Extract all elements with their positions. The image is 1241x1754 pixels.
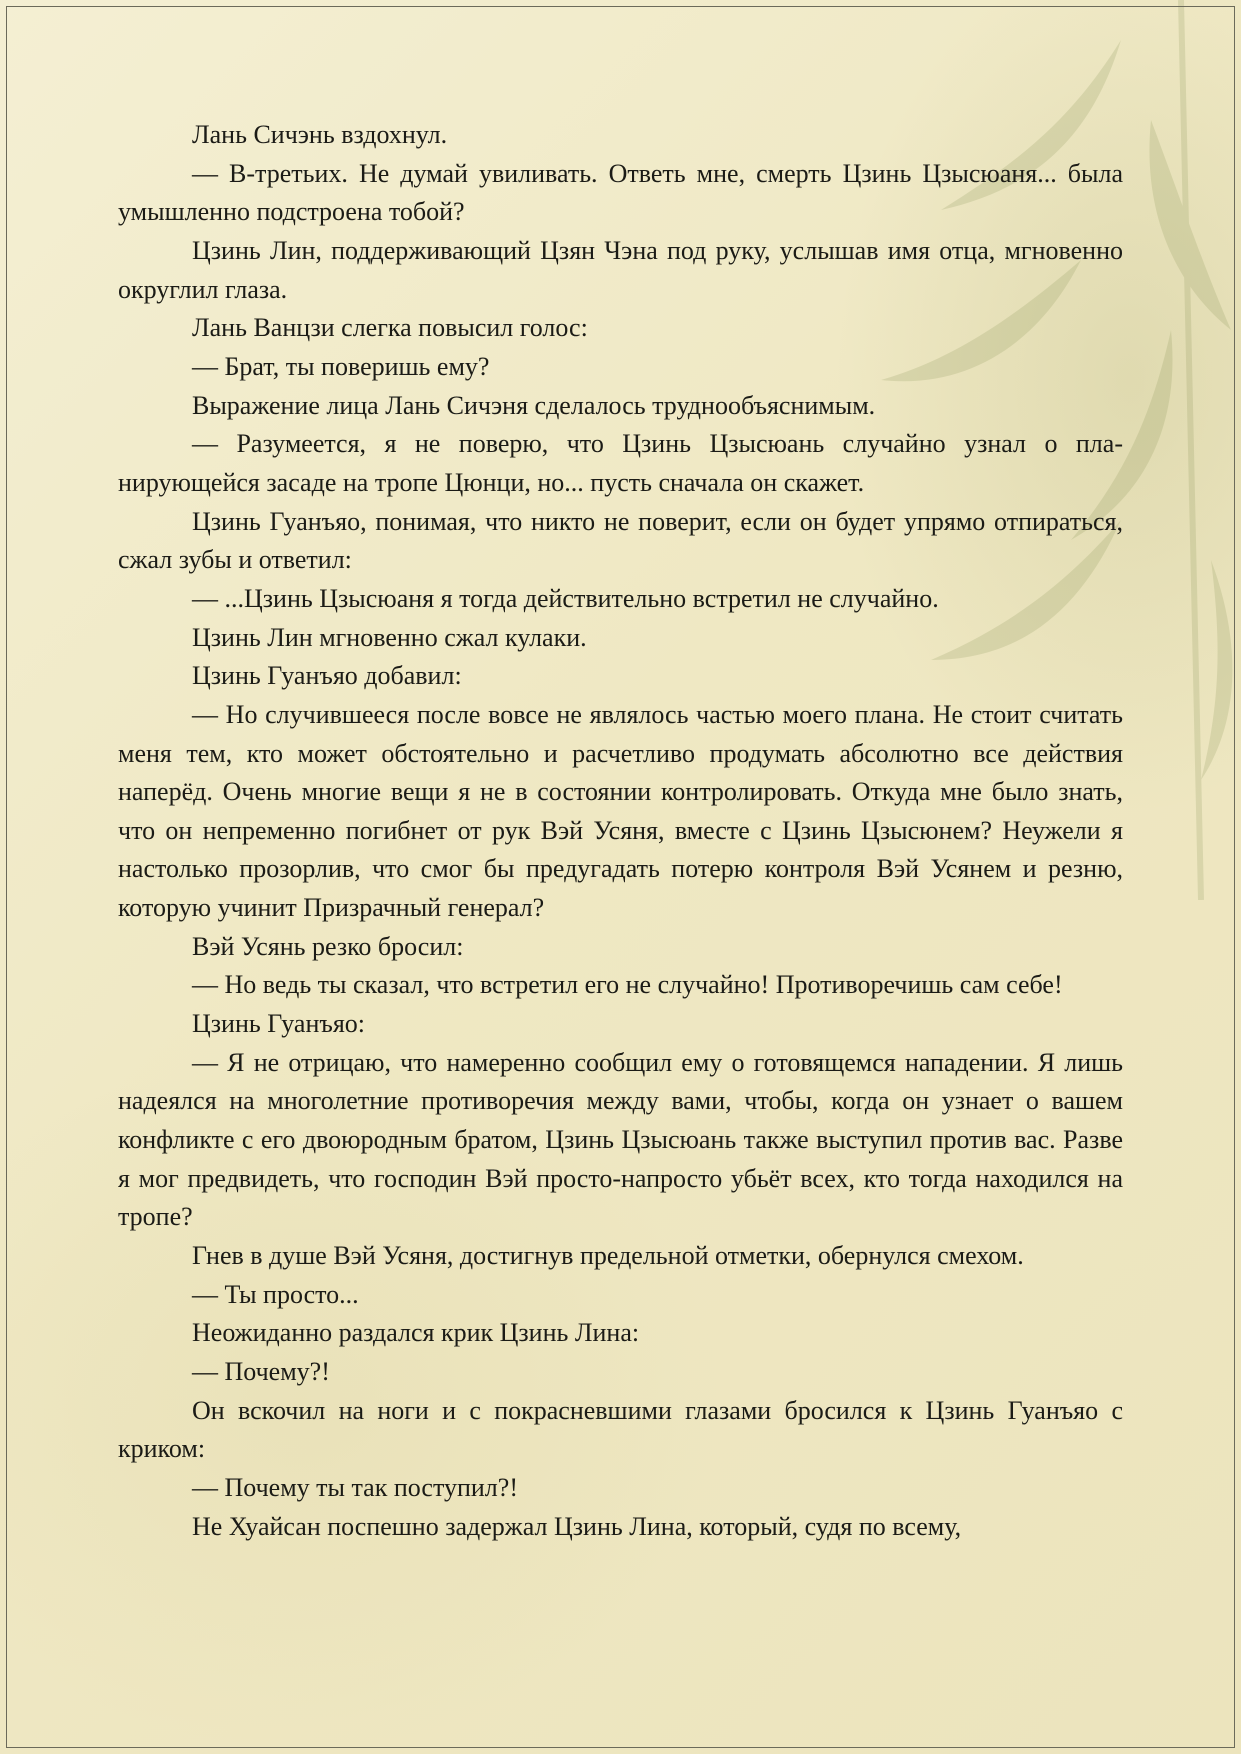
paragraph: Цзинь Гуанъяо, понимая, что никто не поверит, если он будет упрямо отпираться, сжал зубы и ответил: bbox=[118, 506, 1123, 575]
paragraph: Цзинь Лин, поддерживающий Цзян Чэна под руку, услышав имя отца, мгновенно округлил глаза. bbox=[118, 235, 1123, 304]
paragraph: — ...Цзинь Цзысюаня я тогда действительно встретил не случайно. bbox=[192, 583, 939, 613]
paragraph: Лань Сичэнь вздохнул. bbox=[192, 120, 448, 149]
paragraph: Гнев в душе Вэй Усяня, достигнув предельной отметки, обернулся смехом. bbox=[192, 1241, 1024, 1271]
paragraph: — Я не отрицаю, что намеренно сообщил ему о готовящемся нападении. Я лишь надеялся на многолетние противоречия между вами, чтобы, когда он узнает о вашем конфликте с его двоюродным братом, Цзинь Цзысюань также выступил против вас. Разве я мог предвидеть, что господин Вэй просто-напросто убьёт всех, кто тогда находился на тропе? bbox=[118, 1047, 1123, 1232]
paragraph: — Но ведь ты сказал, что встретил его не случайно! Противоречишь сам себе! bbox=[192, 970, 1063, 1000]
paragraph: Цзинь Лин мгновенно сжал кулаки. bbox=[192, 622, 587, 652]
paragraph: Лань Ванцзи слегка повысил голос: bbox=[192, 313, 588, 343]
paragraph: Он вскочил на ноги и с покрасневшими глазами бросился к Цзинь Гуанъяо с криком: bbox=[118, 1395, 1123, 1464]
paragraph: — Брат, ты поверишь ему? bbox=[192, 351, 490, 381]
paragraph: Неожиданно раздался крик Цзинь Лина: bbox=[192, 1318, 640, 1348]
paragraph: Цзинь Гуанъяо добавил: bbox=[192, 661, 462, 691]
paragraph: — Разумеется, я не поверю, что Цзинь Цзысюань случайно узнал о планирующейся засаде на тропе Цюнци, но... пусть сначала он скажет. bbox=[118, 429, 1123, 497]
paragraph: — В-третьих. Не думай увиливать. Ответь мне, смерть Цзинь Цзысюаня... была умышленно подстроена тобой? bbox=[118, 158, 1123, 227]
paragraph: Выражение лица Лань Сичэня сделалось труднообъяснимым. bbox=[192, 390, 876, 420]
paragraph: — Но случившееся после вовсе не являлось частью моего плана. Не стоит считать меня тем, кто может обстоятельно и расчетливо продумать абсолютно все действия наперёд. Очень многие вещи я не в состоянии контролировать. Откуда мне было знать, что он непременно погибнет от рук Вэй Усяня, вместе с Цзинь Цзысюнем? Неужели я настолько прозорлив, что смог бы предугадать потерю контроля Вэй Усянем и резню, которую учинит Призрачный генерал? bbox=[118, 699, 1123, 923]
paragraph: — Ты просто... bbox=[192, 1279, 359, 1309]
paragraph: Не Хуайсан поспешно задержал Цзинь Лина, который, судя по всему, bbox=[192, 1511, 962, 1541]
page-text bbox=[118, 116, 1123, 1546]
paragraph: Цзинь Гуанъяо: bbox=[192, 1009, 366, 1039]
paragraph: Вэй Усянь резко бросил: bbox=[192, 931, 464, 961]
paragraph: — Почему ты так поступил?! bbox=[192, 1472, 518, 1502]
paragraph: — Почему?! bbox=[192, 1357, 330, 1386]
